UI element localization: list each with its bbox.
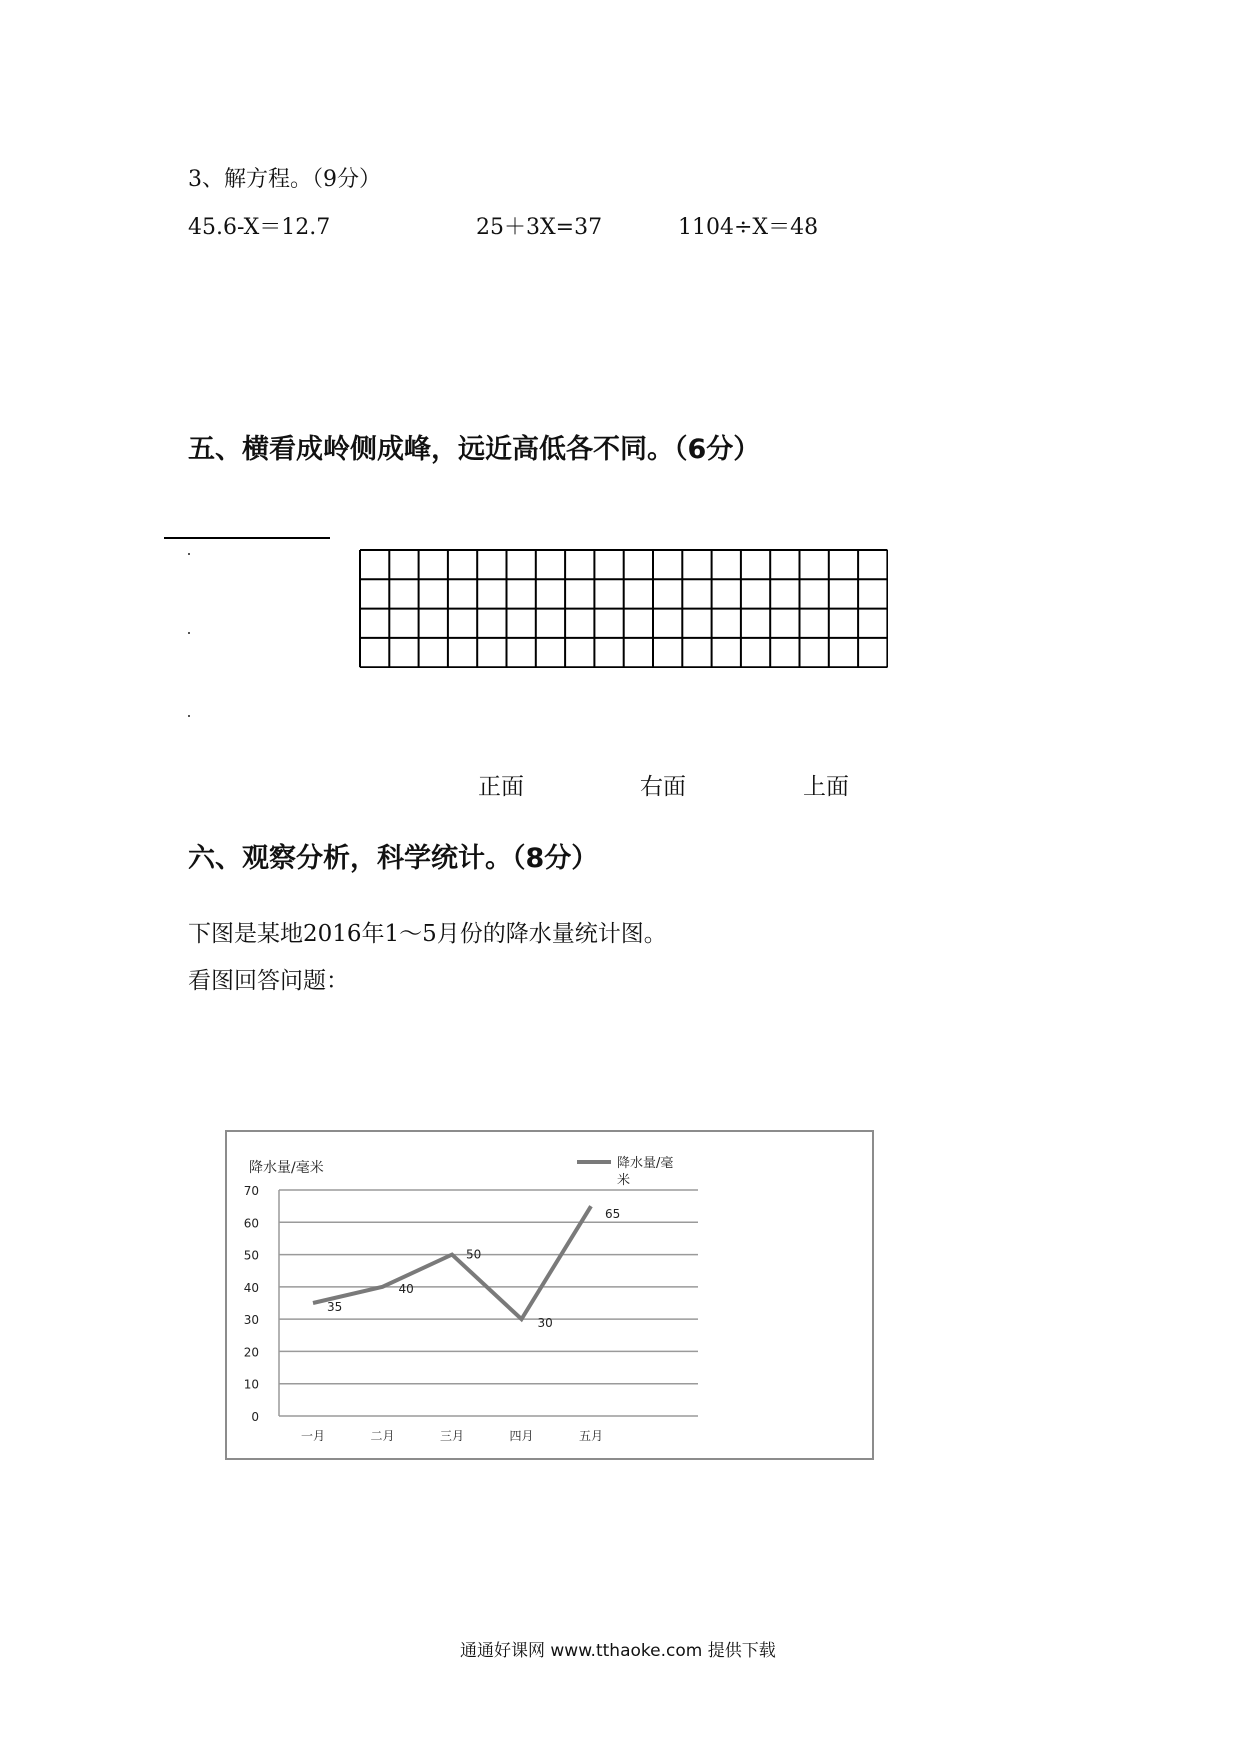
x-tick-label: 四月 [509,1429,534,1443]
data-label: 65 [605,1207,621,1222]
y-tick-label: 0 [251,1410,259,1424]
mark-dot [188,553,190,555]
section6-intro: 下图是某地2016年1～5月份的降水量统计图。 [188,921,667,947]
x-tick-label: 二月 [370,1429,395,1443]
data-label: 40 [398,1281,414,1296]
view-label-front: 正面 [478,774,524,800]
equation-question-title: 3、解方程。（9分） [188,167,381,192]
y-axis-title: 降水量/毫米 [249,1160,324,1176]
equation-2: 25＋3X=37 [476,215,603,240]
view-label-top: 上面 [803,774,849,800]
square-grid [359,549,888,668]
y-tick-label: 30 [243,1313,259,1328]
y-tick-label: 20 [243,1345,259,1360]
data-label: 30 [537,1316,553,1331]
legend-label-line1: 降水量/毫 [617,1156,674,1171]
y-tick-label: 50 [243,1248,259,1263]
section6-heading: 六、观察分析，科学统计。（8分） [188,843,599,874]
chart-frame [225,1130,874,1460]
dot-grid [359,549,888,672]
x-tick-label: 三月 [439,1429,465,1443]
view-label-right: 右面 [640,774,686,800]
series-line [313,1206,591,1319]
y-tick-label: 70 [243,1184,259,1198]
footer-credit: 通通好课网 www.tthaoke.com 提供下载 [460,1641,776,1661]
y-tick-label: 40 [243,1280,259,1295]
section5-heading: 五、横看成岭侧成峰，远近高低各不同。（6分） [188,434,761,465]
data-label: 50 [466,1247,482,1262]
x-tick-label: 五月 [578,1429,604,1443]
answer-line [164,537,330,539]
equation-3: 1104÷X＝48 [678,215,819,240]
legend-label-line2: 米 [617,1173,631,1188]
section6-prompt: 看图回答问题： [188,968,349,994]
rainfall-line-chart [227,1132,872,1458]
equation-1: 45.6-X＝12.7 [188,215,331,240]
x-tick-label: 一月 [300,1429,326,1443]
y-tick-label: 60 [243,1216,259,1231]
mark-dot [188,632,190,634]
y-tick-label: 10 [243,1377,259,1392]
mark-dot [188,715,190,717]
data-label: 35 [327,1300,343,1314]
